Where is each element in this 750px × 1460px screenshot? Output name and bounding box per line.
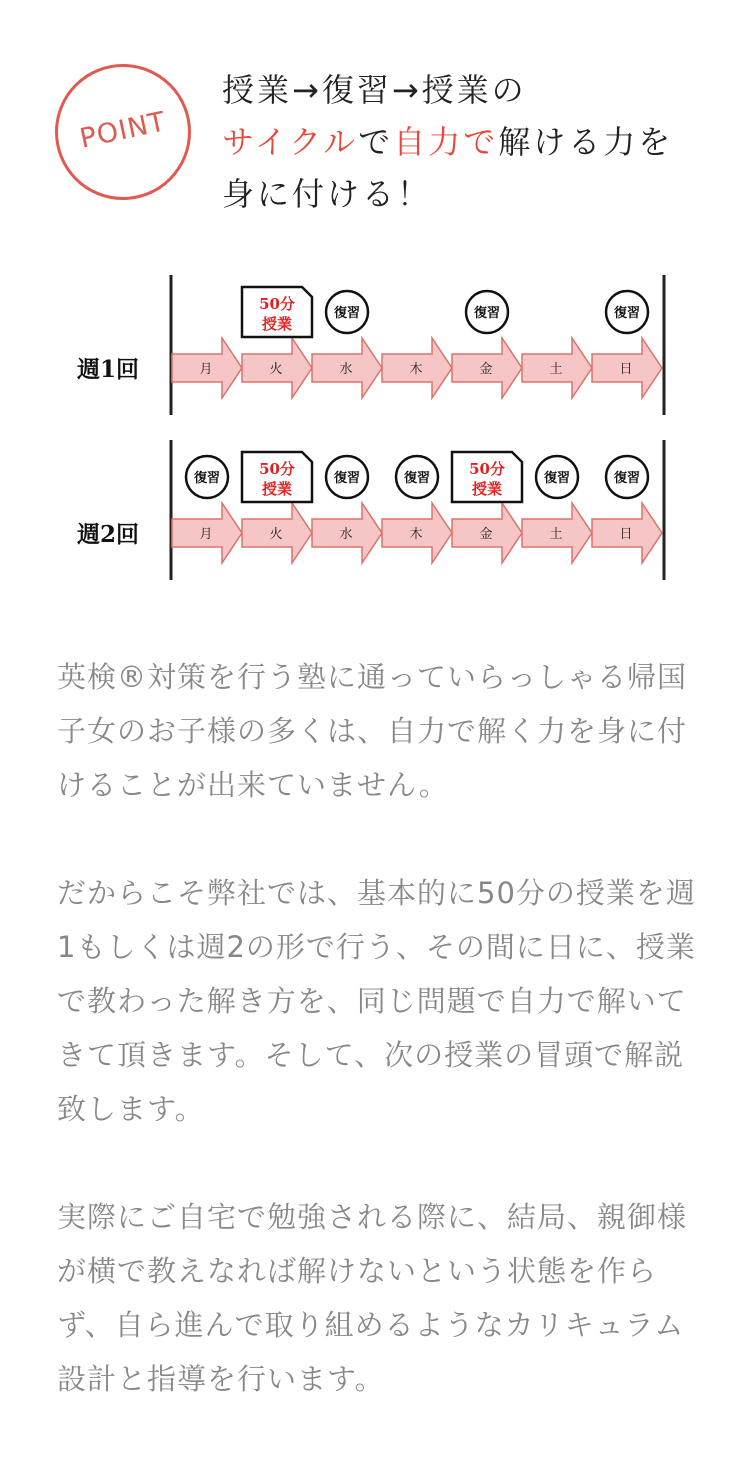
point-label: POINT — [77, 106, 169, 155]
heading-line-1: 授業→復習→授業の — [222, 71, 527, 109]
day-label: 木 — [409, 527, 423, 542]
class-duration: 50分 — [259, 460, 295, 478]
row-label: 週2回 — [76, 521, 140, 548]
day-label: 木 — [409, 362, 423, 377]
row-label: 週1回 — [76, 356, 140, 383]
review-label: 復習 — [193, 471, 221, 486]
day-label: 水 — [339, 527, 353, 542]
day-label: 日 — [619, 362, 633, 377]
review-label: 復習 — [473, 306, 501, 321]
point-badge — [55, 64, 191, 200]
review-label: 復習 — [333, 471, 361, 486]
day-label: 水 — [339, 362, 353, 377]
heading-self: 自力で — [393, 123, 499, 161]
heading-line-3: 身に付ける！ — [222, 175, 433, 213]
heading-de: で — [358, 123, 394, 161]
paragraph-3: 実際にご自宅で勉強される際に、結局、親御様が横で教えなれば解けないという状態を作らず、自ら進んで取り組めるようなカリキュラム設計と指導を行います。 — [57, 1200, 688, 1396]
day-label: 日 — [619, 527, 633, 542]
review-label: 復習 — [543, 471, 571, 486]
day-label: 土 — [549, 362, 563, 377]
day-label: 火 — [269, 362, 283, 377]
heading-cycle: サイクル — [222, 123, 359, 161]
heading-solve: 解ける力を — [498, 123, 674, 161]
review-label: 復習 — [403, 471, 431, 486]
review-label: 復習 — [613, 306, 641, 321]
day-label: 金 — [479, 362, 493, 377]
day-label: 火 — [269, 527, 283, 542]
review-label: 復習 — [333, 306, 361, 321]
schedule-svg — [60, 270, 680, 600]
day-label: 土 — [549, 527, 563, 542]
heading — [222, 64, 722, 220]
paragraph-1: 英検®対策を行う塾に通っていらっしゃる帰国子女のお子様の多くは、自力で解く力を身に付けることが出来ていません。 — [57, 660, 688, 802]
class-label: 授業 — [261, 315, 293, 333]
heading-line-2 — [222, 116, 722, 168]
review-label: 復習 — [613, 471, 641, 486]
class-label: 授業 — [261, 480, 293, 498]
class-label: 授業 — [471, 480, 503, 498]
body-text — [57, 650, 697, 1460]
class-duration: 50分 — [469, 460, 505, 478]
day-label: 月 — [199, 527, 213, 542]
class-duration: 50分 — [259, 295, 295, 313]
weekly-schedule-diagram — [60, 270, 680, 600]
day-label: 月 — [199, 362, 213, 377]
day-label: 金 — [479, 527, 493, 542]
paragraph-2: だからこそ弊社では、基本的に50分の授業を週1もしくは週2の形で行う、その間に日に、授業で教わった解き方を、同じ問題で自力で解いてきて頂きます。そして、次の授業の冒頭で解説致します。 — [57, 876, 696, 1126]
